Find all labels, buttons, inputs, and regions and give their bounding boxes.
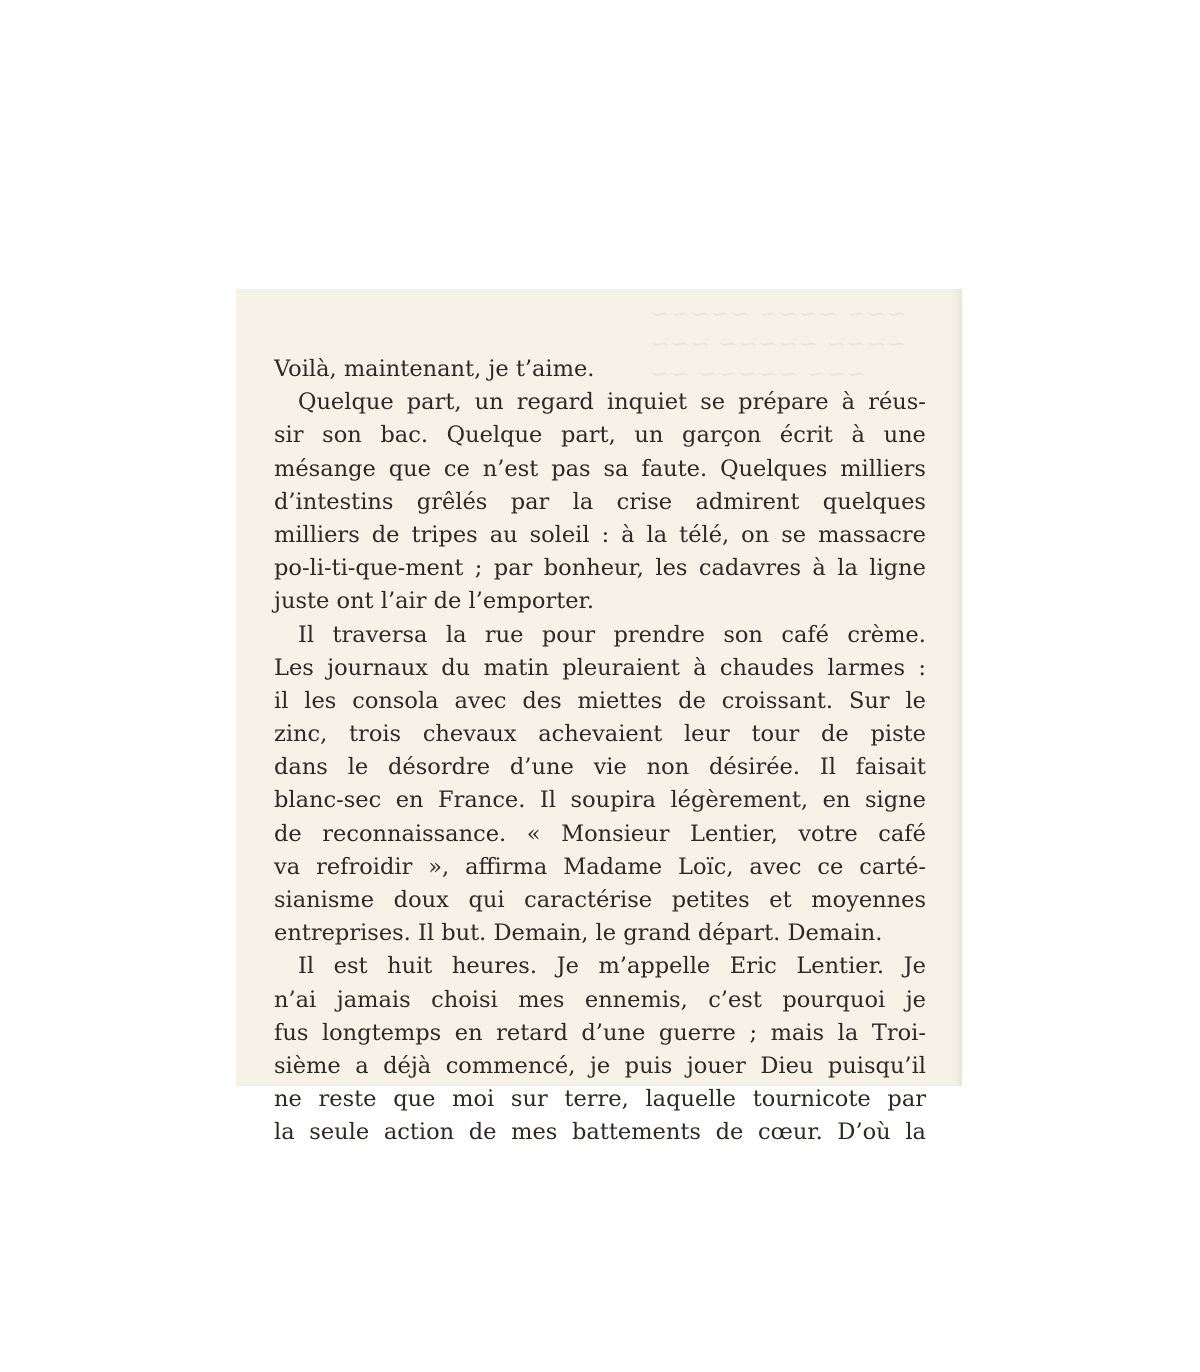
text-line: Il traversa la rue pour prendre son café crème. [298, 621, 926, 648]
text-line: d’intestins grêlés par la crise admirent quelques [274, 488, 926, 515]
text-line: dans le désordre d’une vie non désirée. Il faisait [274, 754, 926, 781]
text-line: sir son bac. Quelque part, un garçon écrit à une [274, 422, 926, 449]
text-line: ne reste que moi sur terre, laquelle tournicote par [274, 1086, 926, 1113]
text-line: de reconnaissance. « Monsieur Lentier, votre café [274, 820, 926, 847]
text-line: va refroidir », affirma Madame Loïc, avec ce carté- [274, 853, 926, 880]
text-line: milliers de tripes au soleil : à la télé, on se massacre [274, 521, 926, 548]
book-page [236, 289, 962, 1146]
text-line: n’ai jamais choisi mes ennemis, c’est pourquoi je [274, 986, 926, 1013]
text-line: entreprises. Il but. Demain, le grand départ. Demain. [274, 920, 883, 947]
text-line: fus longtemps en retard d’une guerre ; mais la Troi- [274, 1019, 926, 1046]
text-line: sième a déjà commencé, je puis jouer Dieu puisqu’il [274, 1052, 926, 1079]
text-line: sianisme doux qui caractérise petites et moyennes [274, 887, 926, 913]
text-line: il les consola avec des miettes de croissant. Sur le [274, 687, 926, 714]
text-line: la seule action de mes battements de cœur. D’où la [274, 1119, 926, 1146]
show-through-text: ~~~ ~~~~ ~~~~~ ~~~~ ~~~~~ ~~~ ~~~ ~~~~~ ~~ [650, 300, 907, 388]
text-line: juste ont l’air de l’emporter. [274, 588, 594, 615]
text-line: blanc-sec en France. Il soupira légèrement, en signe [274, 787, 926, 814]
text-line: Il est huit heures. Je m’appelle Eric Lentier. Je [298, 953, 926, 980]
text-line: mésange que ce n’est pas sa faute. Quelques milliers [274, 455, 926, 482]
text-line: Voilà, maintenant, je t’aime. [274, 356, 595, 382]
body-text [274, 353, 926, 1150]
text-line: Quelque part, un regard inquiet se prépare à réus- [298, 389, 926, 416]
text-line: po-li-ti-que-ment ; par bonheur, les cadavres à la ligne [274, 555, 926, 582]
text-line: zinc, trois chevaux achevaient leur tour de piste [274, 721, 926, 748]
text-line: Les journaux du matin pleuraient à chaudes larmes : [274, 654, 926, 681]
